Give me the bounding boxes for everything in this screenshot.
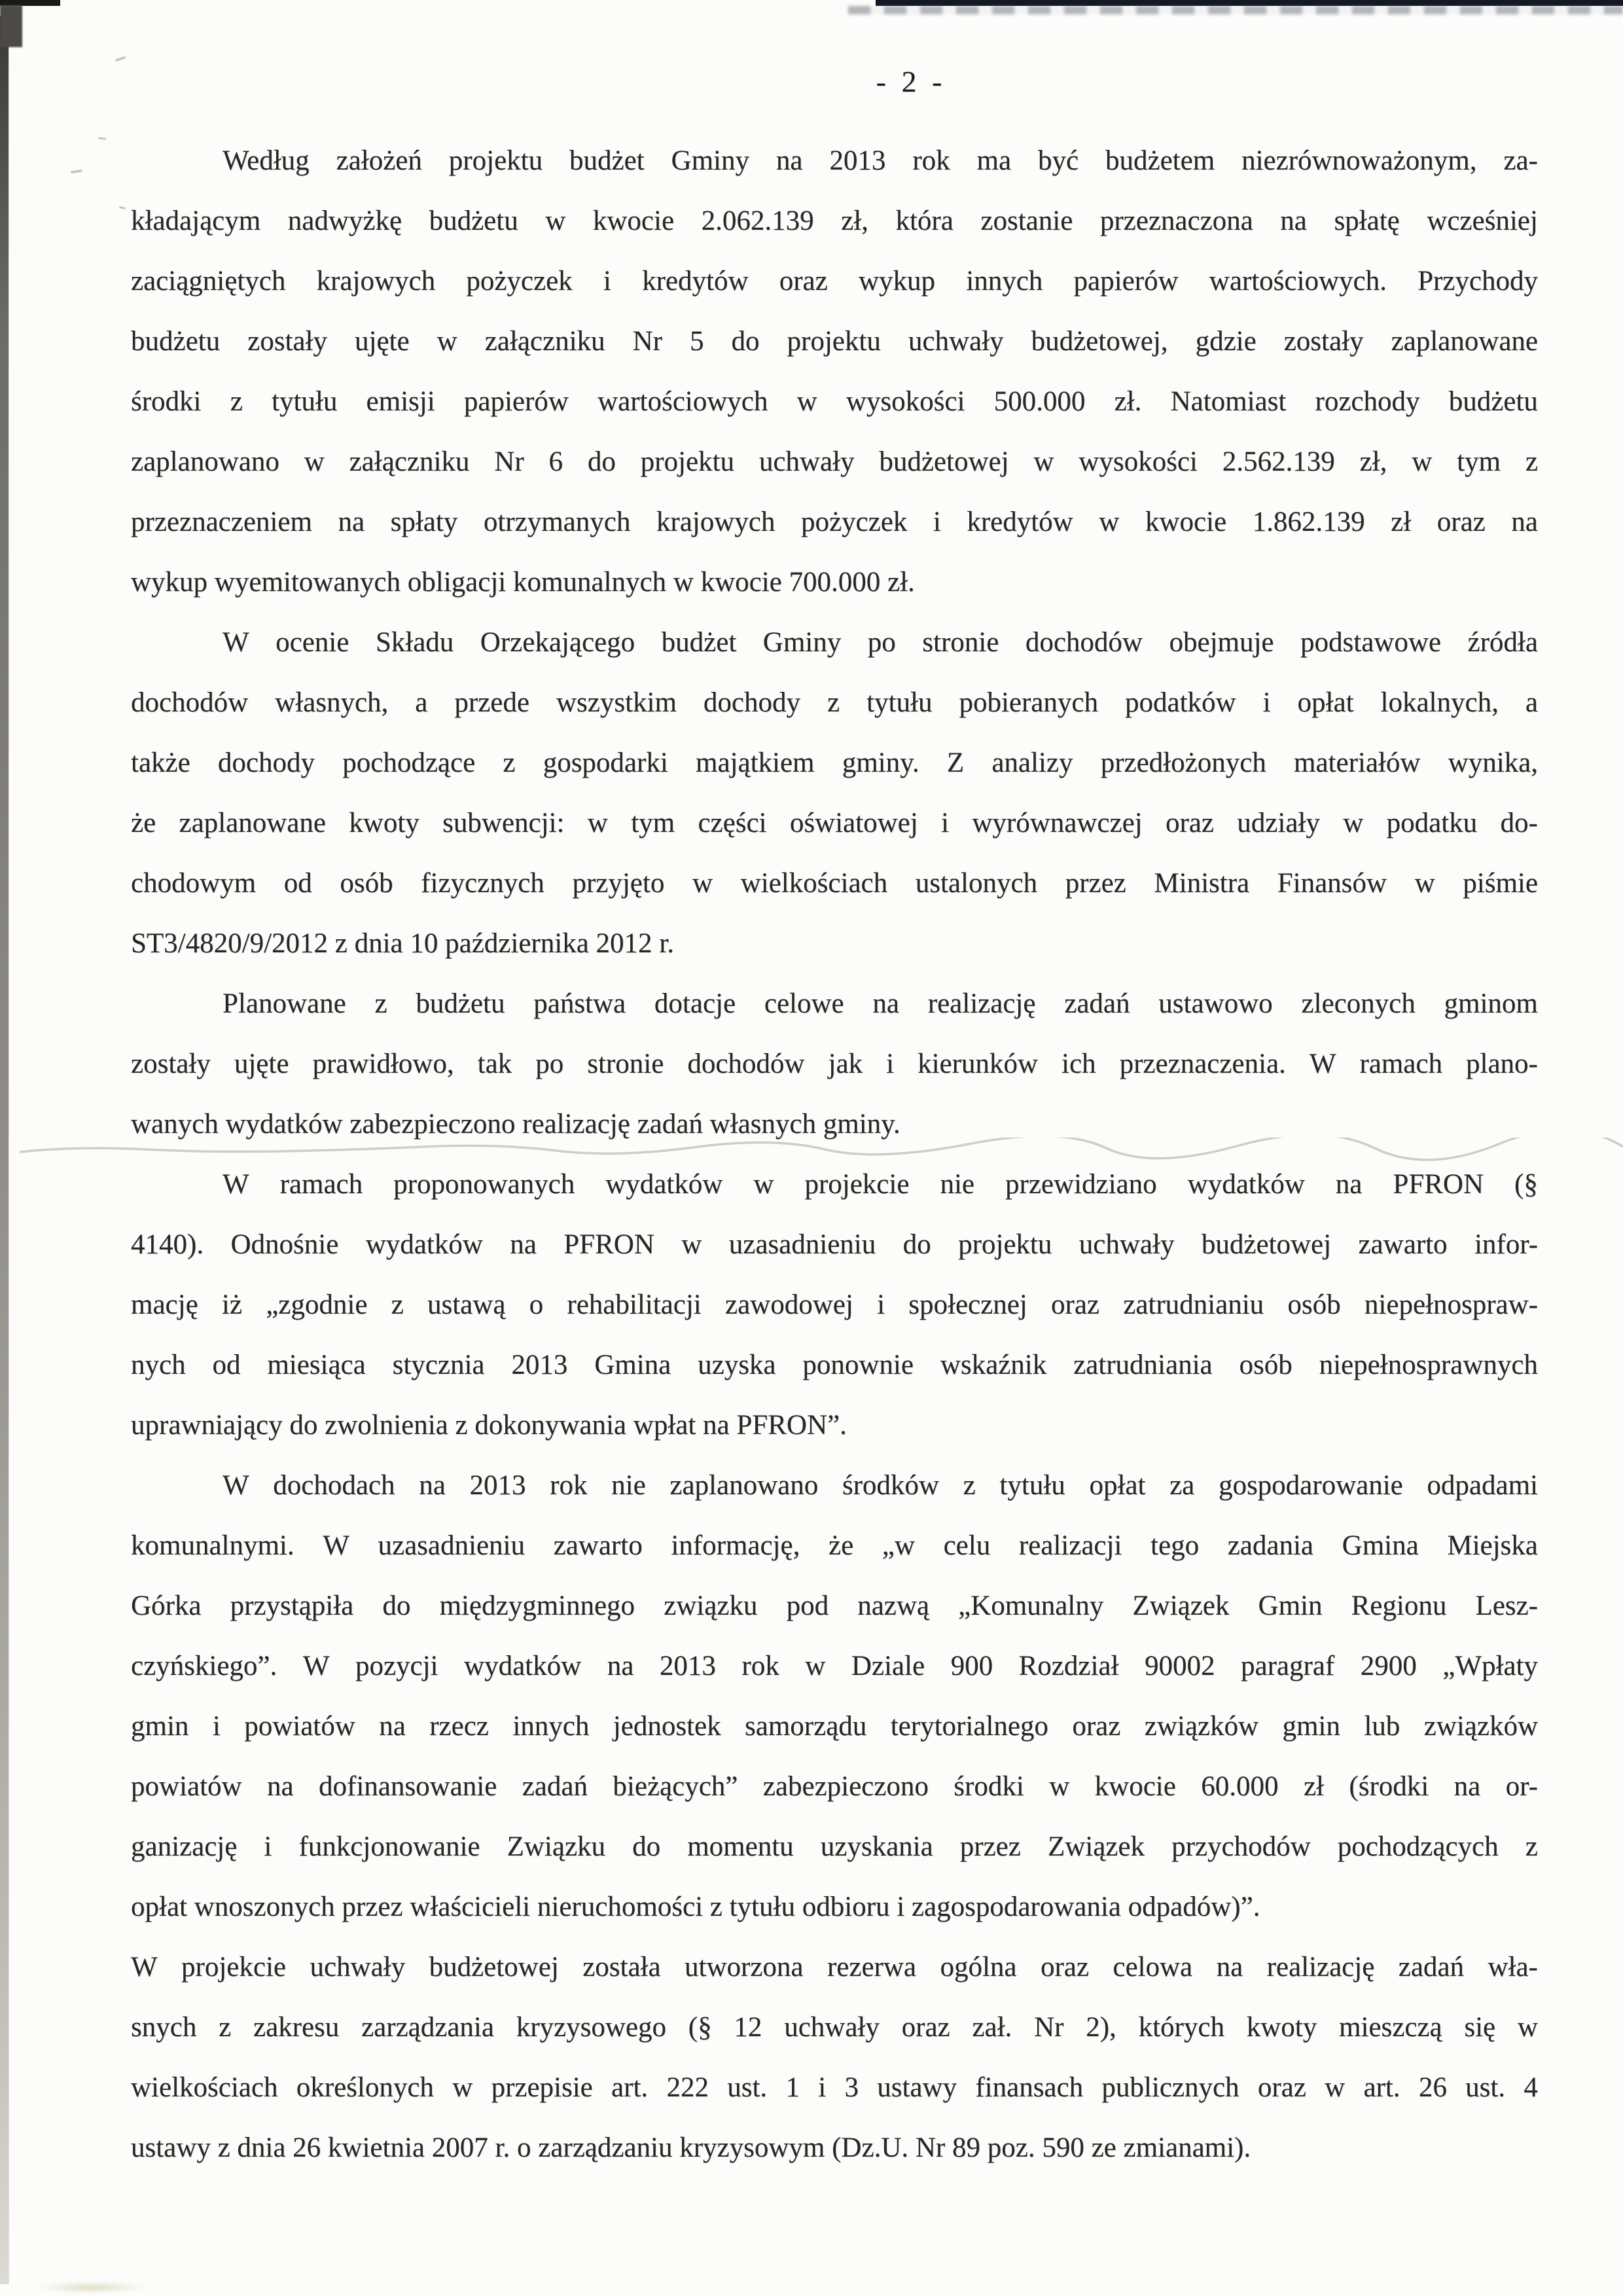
text-line: wielkościach określonych w przepisie art. 222 ust. 1 i 3 ustawy finansach publicznych oraz w art. 26 ust. 4 [131, 2072, 1538, 2103]
scan-top-right-ghost [848, 6, 1623, 14]
scan-speck [115, 56, 126, 62]
text-line: czyńskiego”. W pozycji wydatków na 2013 rok w Dziale 900 Rozdział 90002 paragraf 2900 „Wpłaty [131, 1651, 1538, 1681]
text-line: wanych wydatków zabezpieczono realizację zadań własnych gminy. [131, 1109, 901, 1139]
scan-top-right-bar [876, 0, 1623, 6]
text-line: Planowane z budżetu państwa dotacje celowe na realizację zadań ustawowo zleconych gminom [223, 988, 1538, 1019]
scan-speck [119, 206, 126, 209]
text-line: chodowym od osób fizycznych przyjęto w wielkościach ustalonych przez Ministra Finansów w piśmie [131, 868, 1538, 899]
page-number: - 2 - [876, 65, 946, 98]
text-line: mację iż „zgodnie z ustawą o rehabilitacji zawodowej i społecznej oraz zatrudnianiu osób niepełnospraw- [131, 1289, 1538, 1320]
text-line: budżetu zostały ujęte w załączniku Nr 5 do projektu uchwały budżetowej, gdzie zostały zaplanowane [131, 326, 1538, 357]
text-line: także dochody pochodzące z gospodarki majątkiem gminy. Z analizy przedłożonych materiałów wynika, [131, 747, 1538, 778]
text-line: W projekcie uchwały budżetowej została utworzona rezerwa ogólna oraz celowa na realizację zadań wła- [131, 1952, 1538, 1982]
paragraph [131, 613, 1538, 974]
text-line: W ocenie Składu Orzekającego budżet Gminy po stronie dochodów obejmuje podstawowe źródła [223, 627, 1538, 658]
text-line: 4140). Odnośnie wydatków na PFRON w uzasadnieniu do projektu uchwały budżetowej zawarto infor- [131, 1229, 1538, 1260]
scan-top-left-block [0, 5, 22, 47]
text-line: uprawniający do zwolnienia z dokonywania wpłat na PFRON”. [131, 1410, 847, 1441]
text-line: snych z zakresu zarządzania kryzysowego (§ 12 uchwały oraz zał. Nr 2), których kwoty mieszczą się w [131, 2012, 1538, 2043]
text-line: Według założeń projektu budżet Gminy na 2013 rok ma być budżetem niezrównoważonym, za- [223, 145, 1538, 176]
text-line: przeznaczeniem na spłaty otrzymanych krajowych pożyczek i kredytów w kwocie 1.862.139 zł oraz na [131, 507, 1538, 537]
scan-speck [71, 169, 82, 173]
text-line: nych od miesiąca stycznia 2013 Gmina uzyska ponownie wskaźnik zatrudniania osób niepełnosprawnych [131, 1350, 1538, 1380]
paragraph [131, 1937, 1538, 2178]
text-line: komunalnymi. W uzasadnieniu zawarto informację, że „w celu realizacji tego zadania Gmina Miejska [131, 1530, 1538, 1561]
text-line: środki z tytułu emisji papierów wartościowych w wysokości 500.000 zł. Natomiast rozchody budżetu [131, 386, 1538, 417]
text-line: ST3/4820/9/2012 z dnia 10 października 2012 r. [131, 928, 674, 959]
text-line: powiatów na dofinansowanie zadań bieżących” zabezpieczono środki w kwocie 60.000 zł (środki na or- [131, 1771, 1538, 1802]
text-line: W dochodach na 2013 rok nie zaplanowano środków z tytułu opłat za gospodarowanie odpadami [223, 1470, 1538, 1501]
text-line: Górka przystąpiła do międzygminnego związku pod nazwą „Komunalny Związek Gmin Regionu Lesz- [131, 1590, 1538, 1621]
text-line: gmin i powiatów na rzecz innych jednostek samorządu terytorialnego oraz związków gmin lub związków [131, 1711, 1538, 1742]
paragraph [131, 974, 1538, 1155]
text-line: wykup wyemitowanych obligacji komunalnych w kwocie 700.000 zł. [131, 567, 915, 598]
scan-speck [98, 137, 106, 140]
text-line: dochodów własnych, a przede wszystkim dochody z tytułu pobieranych podatków i opłat lokalnych, a [131, 687, 1538, 718]
text-line: że zaplanowane kwoty subwencji: w tym części oświatowej i wyrównawczej oraz udziały w podatku do- [131, 808, 1538, 838]
text-line: kładającym nadwyżkę budżetu w kwocie 2.062.139 zł, która zostanie przeznaczona na spłatę wcześniej [131, 206, 1538, 236]
scan-bottom-smudge [36, 2282, 147, 2293]
paragraph [131, 131, 1538, 613]
document-body [131, 131, 1538, 2178]
text-line: ganizację i funkcjonowanie Związku do momentu uzyskania przez Związek przychodów pochodzących z [131, 1831, 1538, 1862]
text-line: zaplanowano w załączniku Nr 6 do projektu uchwały budżetowej w wysokości 2.562.139 zł, w tym z [131, 446, 1538, 477]
text-line: opłat wnoszonych przez właścicieli nieruchomości z tytułu odbioru i zagospodarowania odpadów)”. [131, 1892, 1260, 1922]
text-line: zaciągniętych krajowych pożyczek i kredytów oraz wykup innych papierów wartościowych. Przychody [131, 266, 1538, 296]
text-line: ustawy z dnia 26 kwietnia 2007 r. o zarządzaniu kryzysowym (Dz.U. Nr 89 poz. 590 ze zmianami). [131, 2132, 1251, 2163]
paragraph [131, 1456, 1538, 1937]
text-line: W ramach proponowanych wydatków w projekcie nie przewidziano wydatków na PFRON (§ [223, 1169, 1538, 1200]
paragraph [131, 1155, 1538, 1456]
text-line: zostały ujęte prawidłowo, tak po stronie dochodów jak i kierunków ich przeznaczenia. W ramach plano- [131, 1049, 1538, 1079]
